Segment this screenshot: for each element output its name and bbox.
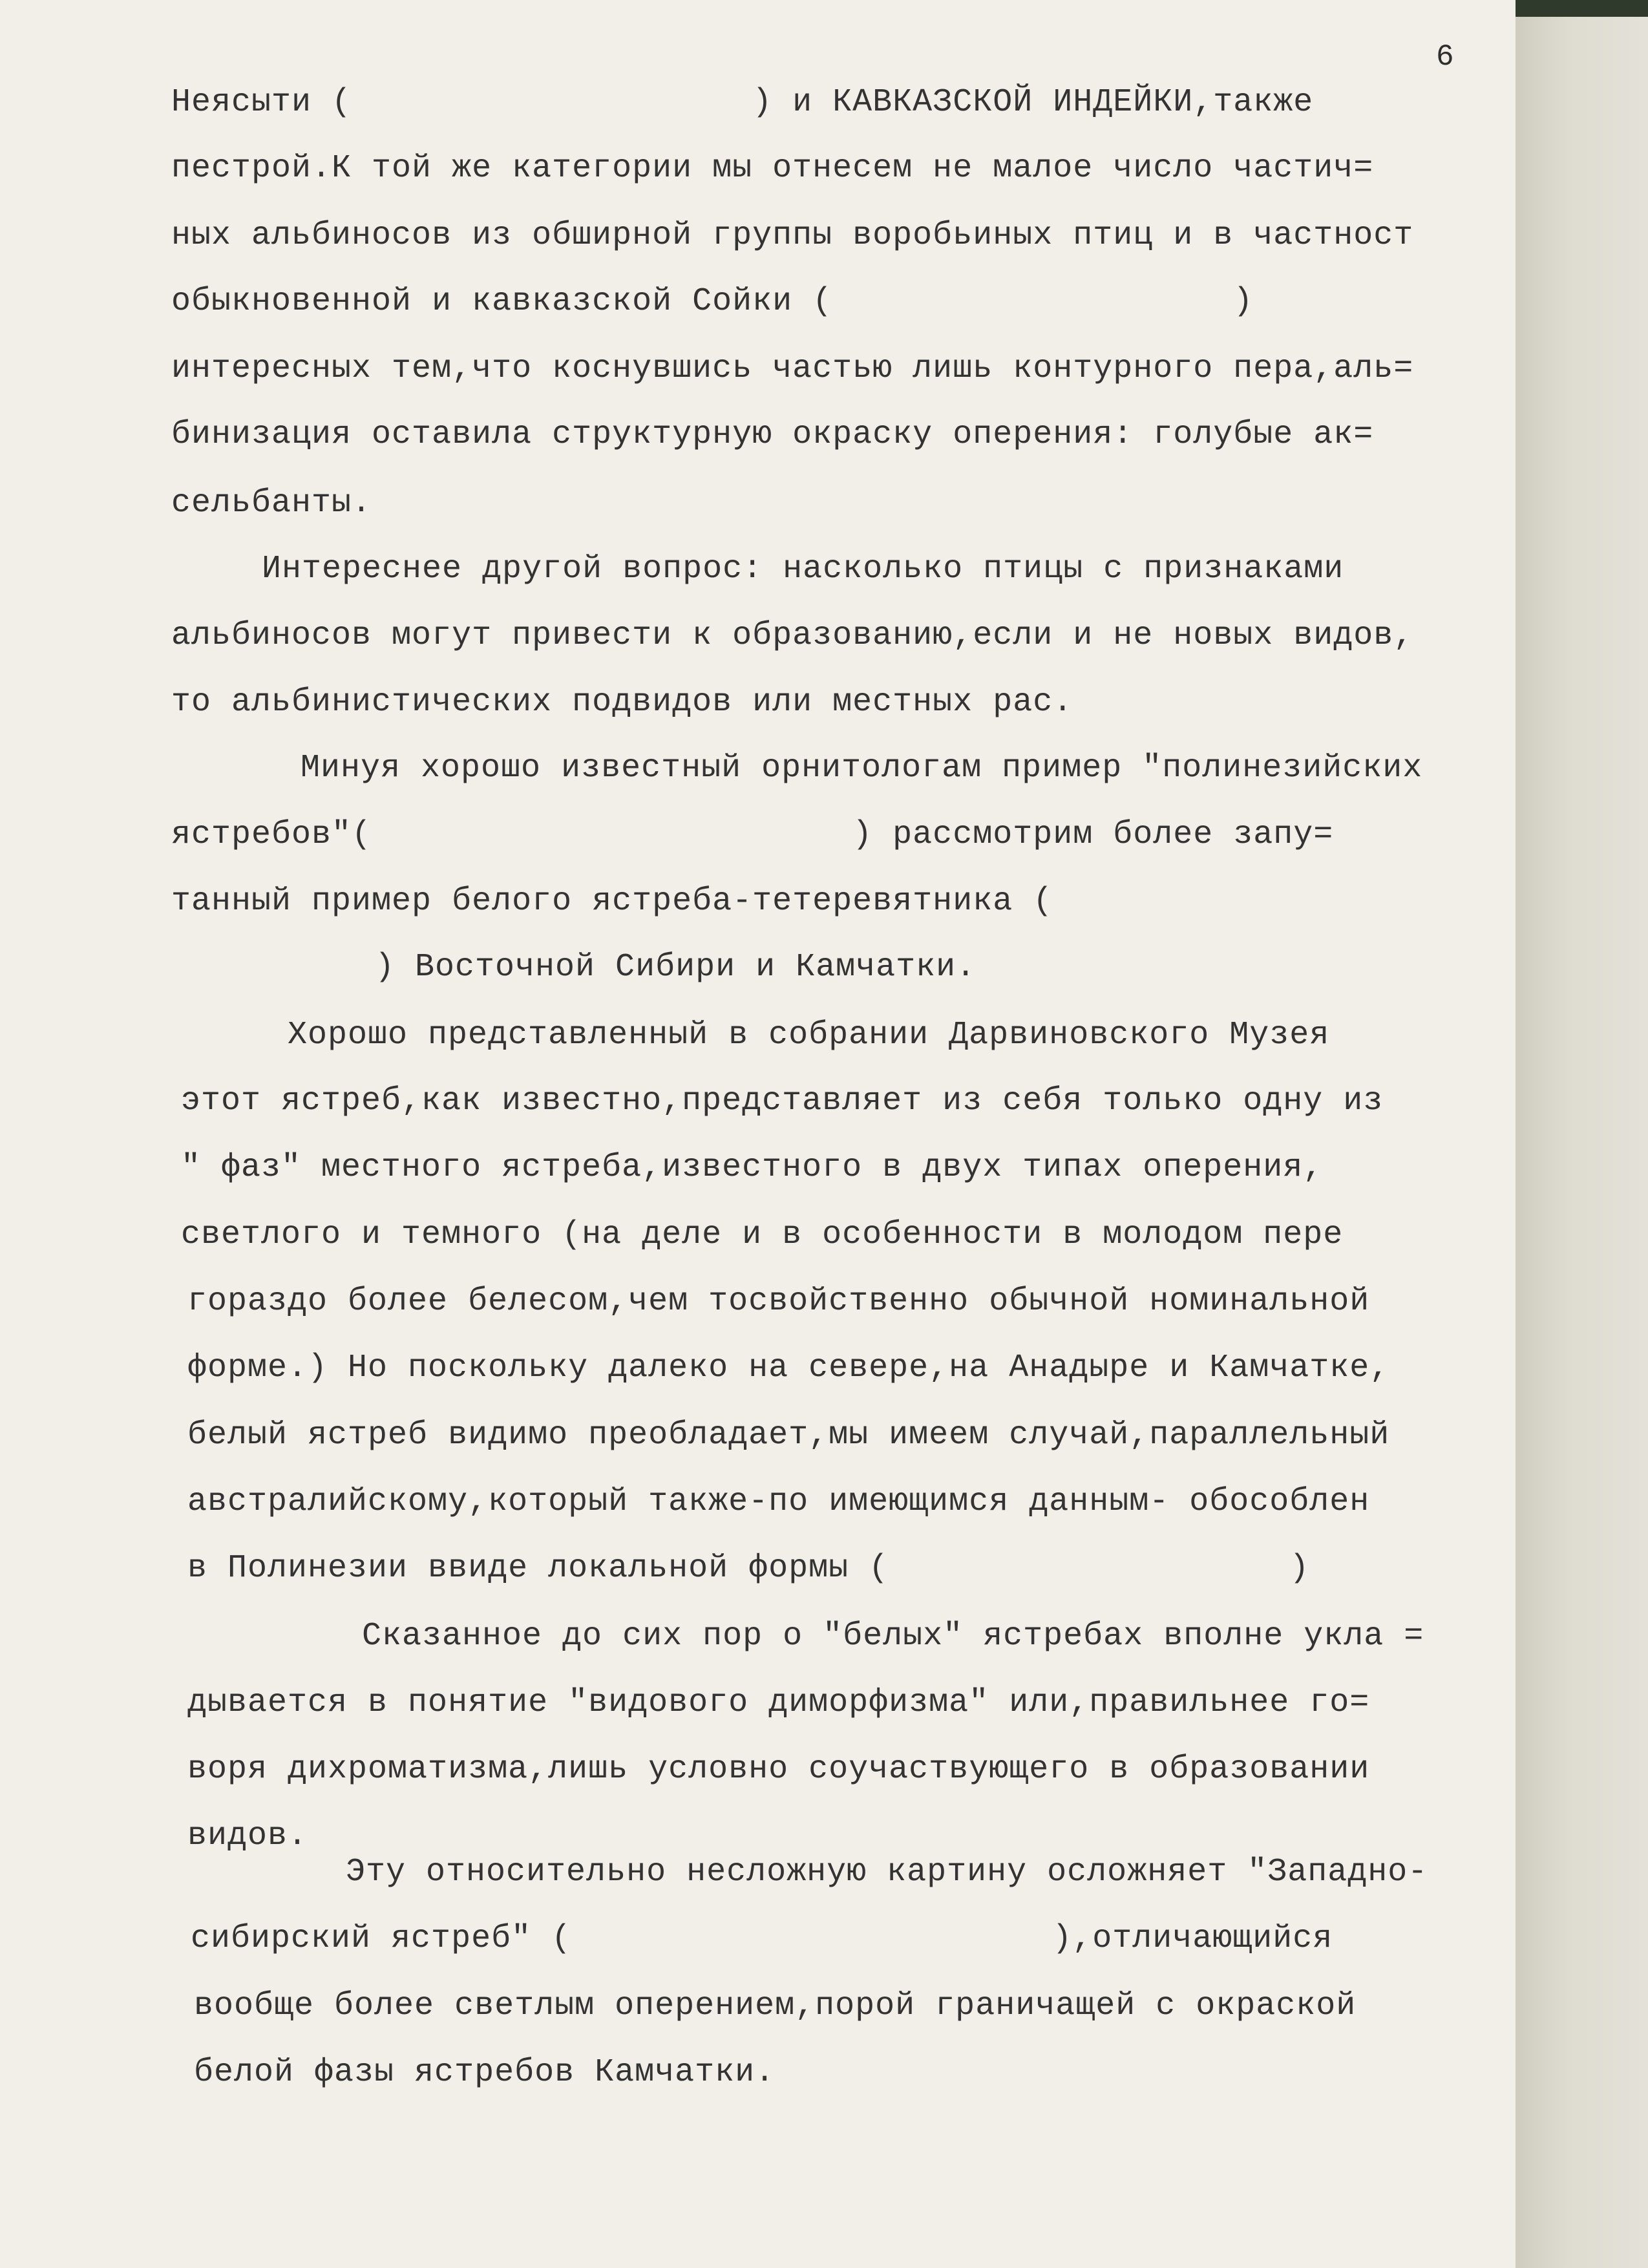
text-line: Интереснее другой вопрос: насколько птицы с признаками (262, 551, 1344, 588)
text-line: в Полинезии ввиде локальной формы ( ) (187, 1550, 1310, 1587)
text-line: ястребов"( ) рассмотрим более запу= (171, 816, 1334, 853)
text-line: ) Восточной Сибири и Камчатки. (375, 949, 977, 986)
dark-corner-background (1516, 0, 1648, 17)
text-line: форме.) Но поскольку далеко на севере,на Анадыре и Камчатке, (187, 1350, 1390, 1386)
text-line: обыкновенной и кавказской Сойки ( ) (171, 283, 1254, 320)
text-line: вообще более светлым оперением,порой граничащей с окраской (194, 1987, 1357, 2024)
text-line: Неясыти ( ) и КАВКАЗСКОЙ ИНДЕЙКИ,также (171, 84, 1314, 121)
text-line: сибирский ястреб" ( ),отличающийся (191, 1920, 1333, 1957)
text-line: танный пример белого ястреба-тетеревятника ( (171, 883, 1053, 920)
text-line: этот ястреб,как известно,представляет из себя только одну из (181, 1083, 1384, 1119)
text-line: Эту относительно несложную картину осложняет "Западно- (346, 1854, 1428, 1891)
text-line: то альбинистических подвидов или местных рас. (171, 684, 1073, 721)
text-line: " фаз" местного ястреба,известного в двух типах оперения, (181, 1149, 1324, 1186)
text-line: воря дихроматизма,лишь условно соучаствующего в образовании (187, 1751, 1370, 1788)
text-line: бинизация оставила структурную окраску оперения: голубые ак= (171, 416, 1374, 453)
text-line: дывается в понятие "видового диморфизма" или,правильнее го= (187, 1684, 1370, 1721)
text-line: белый ястреб видимо преобладает,мы имеем случай,параллельный (187, 1417, 1390, 1454)
text-line: ных альбиносов из обширной группы воробьиных птиц и в частност (171, 217, 1414, 254)
text-line: Хорошо представленный в собрании Дарвиновского Музея (288, 1017, 1330, 1054)
text-line: светлого и темного (на деле и в особенности в молодом пере (181, 1216, 1344, 1253)
text-line: Минуя хорошо известный орнитологам пример "полинезийских (301, 750, 1423, 787)
text-line: интересных тем,что коснувшись частью лишь контурного пера,аль= (171, 350, 1414, 387)
text-line: австралийскому,который также-по имеющимся данным- обособлен (187, 1483, 1370, 1520)
page-number: 6 (1436, 40, 1454, 74)
text-line: сельбанты. (171, 485, 372, 522)
page-edge-background (1516, 0, 1648, 2268)
text-line: гораздо более белесом,чем тосвойственно обычной номинальной (187, 1283, 1370, 1320)
text-line: Сказанное до сих пор о "белых" ястребах вполне укла = (362, 1618, 1424, 1655)
text-line: пестрой.К той же категории мы отнесем не малое число частич= (171, 150, 1374, 187)
text-line: видов. (187, 1818, 308, 1854)
text-line: альбиносов могут привести к образованию,если и не новых видов, (171, 617, 1414, 654)
text-line: белой фазы ястребов Камчатки. (194, 2054, 776, 2091)
